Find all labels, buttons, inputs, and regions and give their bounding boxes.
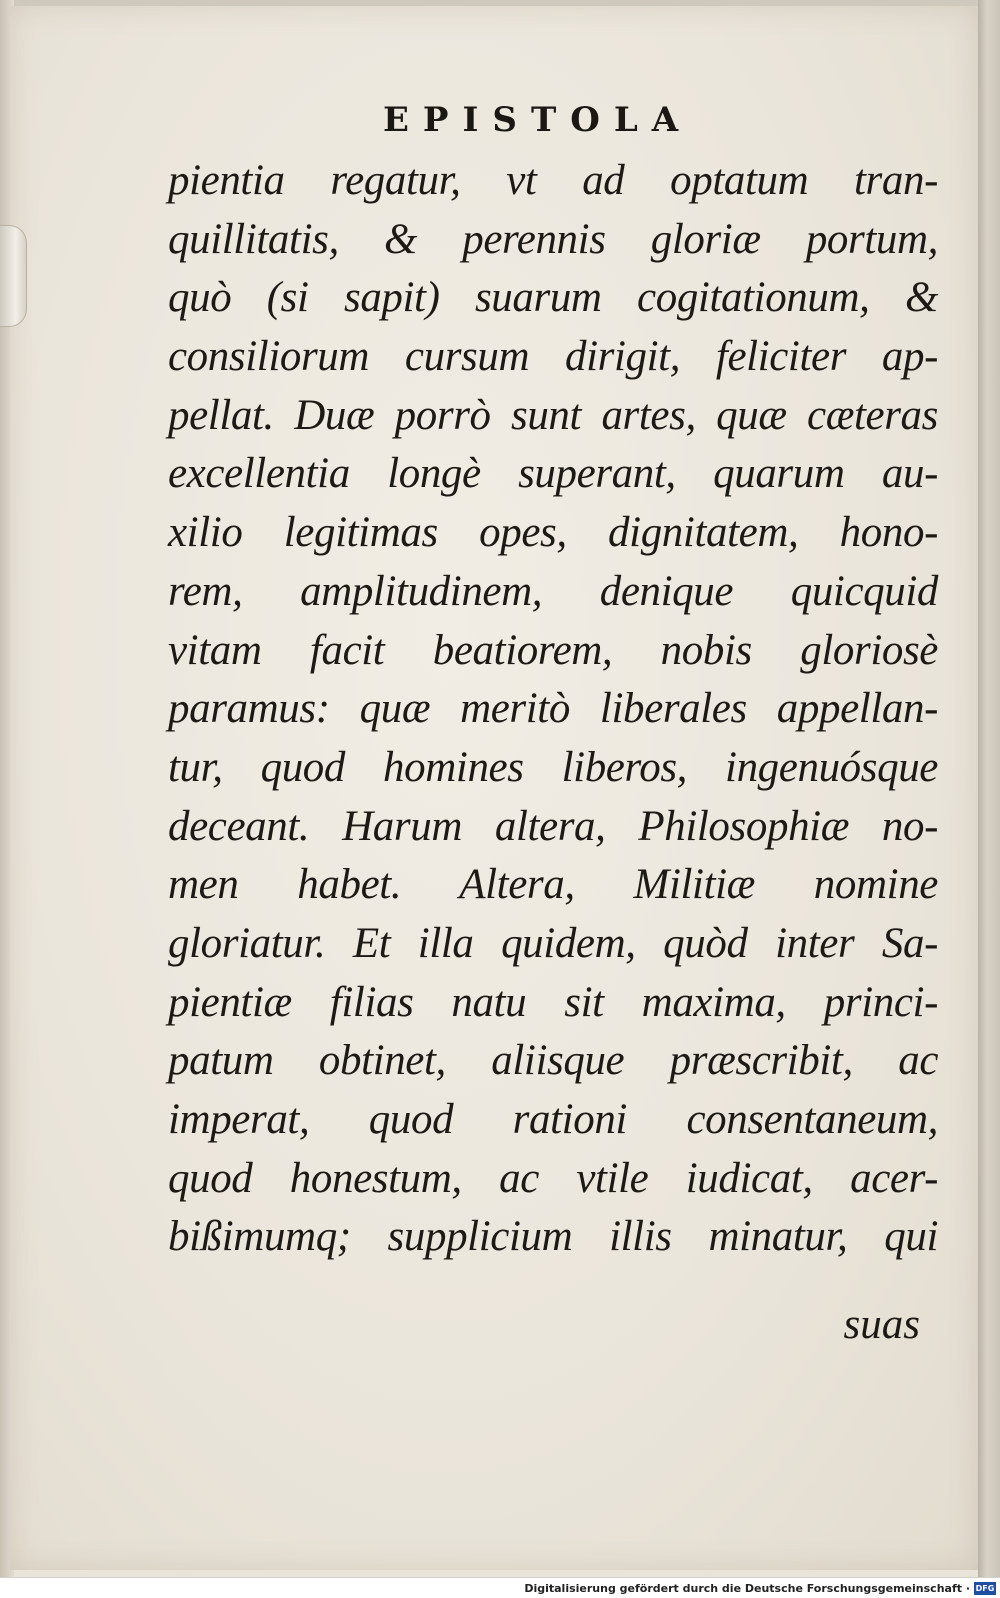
book-right-edge (978, 0, 1000, 1578)
text-line: consiliorum cursum dirigit, feliciter ap- (168, 333, 938, 381)
text-line: quod honestum, ac vtile iudicat, acer- (168, 1154, 938, 1202)
text-line: rem, amplitudinem, denique quicquid (168, 567, 938, 615)
text-line: deceant. Harum altera, Philosophiæ no- (168, 802, 938, 850)
text-body (168, 152, 938, 1267)
page-clip (0, 225, 27, 327)
text-line: xilio legitimas opes, dignitatem, hono- (168, 509, 938, 557)
text-line: pientiæ filias natu sit maxima, princi- (168, 978, 938, 1026)
text-line: quillitatis, & perennis gloriæ portum, (168, 215, 938, 263)
text-line: patum obtinet, aliisque præscribit, ac (168, 1037, 938, 1085)
text-line: imperat, quod rationi consentaneum, (168, 1096, 938, 1143)
text-line: men habet. Altera, Militiæ nomine (168, 861, 938, 909)
text-line: gloriatur. Et illa quidem, quòd inter Sa- (168, 919, 938, 967)
text-line: pellat. Duæ porrò sunt artes, quæ cæteras (168, 391, 938, 439)
digitization-footer (0, 1577, 1000, 1598)
catchword: suas (843, 1301, 920, 1348)
text-line: vitam facit beatiorem, nobis gloriosè (168, 626, 938, 674)
text-line: tur, quod homines liberos, ingenuósque (168, 743, 938, 791)
text-line: paramus: quæ meritò liberales appellan- (168, 685, 938, 733)
dfg-logo[interactable]: DFG (975, 1584, 995, 1593)
funding-notice: Digitalisierung gefördert durch die Deutsche Forschungsgemeinschaft · (524, 1582, 970, 1595)
text-line: pientia regatur, vt ad optatum tran- (168, 157, 938, 204)
text-line: excellentia longè superant, quarum au- (168, 450, 938, 498)
running-head: EPISTOLA (383, 100, 693, 140)
text-line: quò (si sapit) suarum cogitationum, & (168, 274, 938, 322)
text-line: bißimumq; supplicium illis minatur, qui (168, 1213, 938, 1261)
